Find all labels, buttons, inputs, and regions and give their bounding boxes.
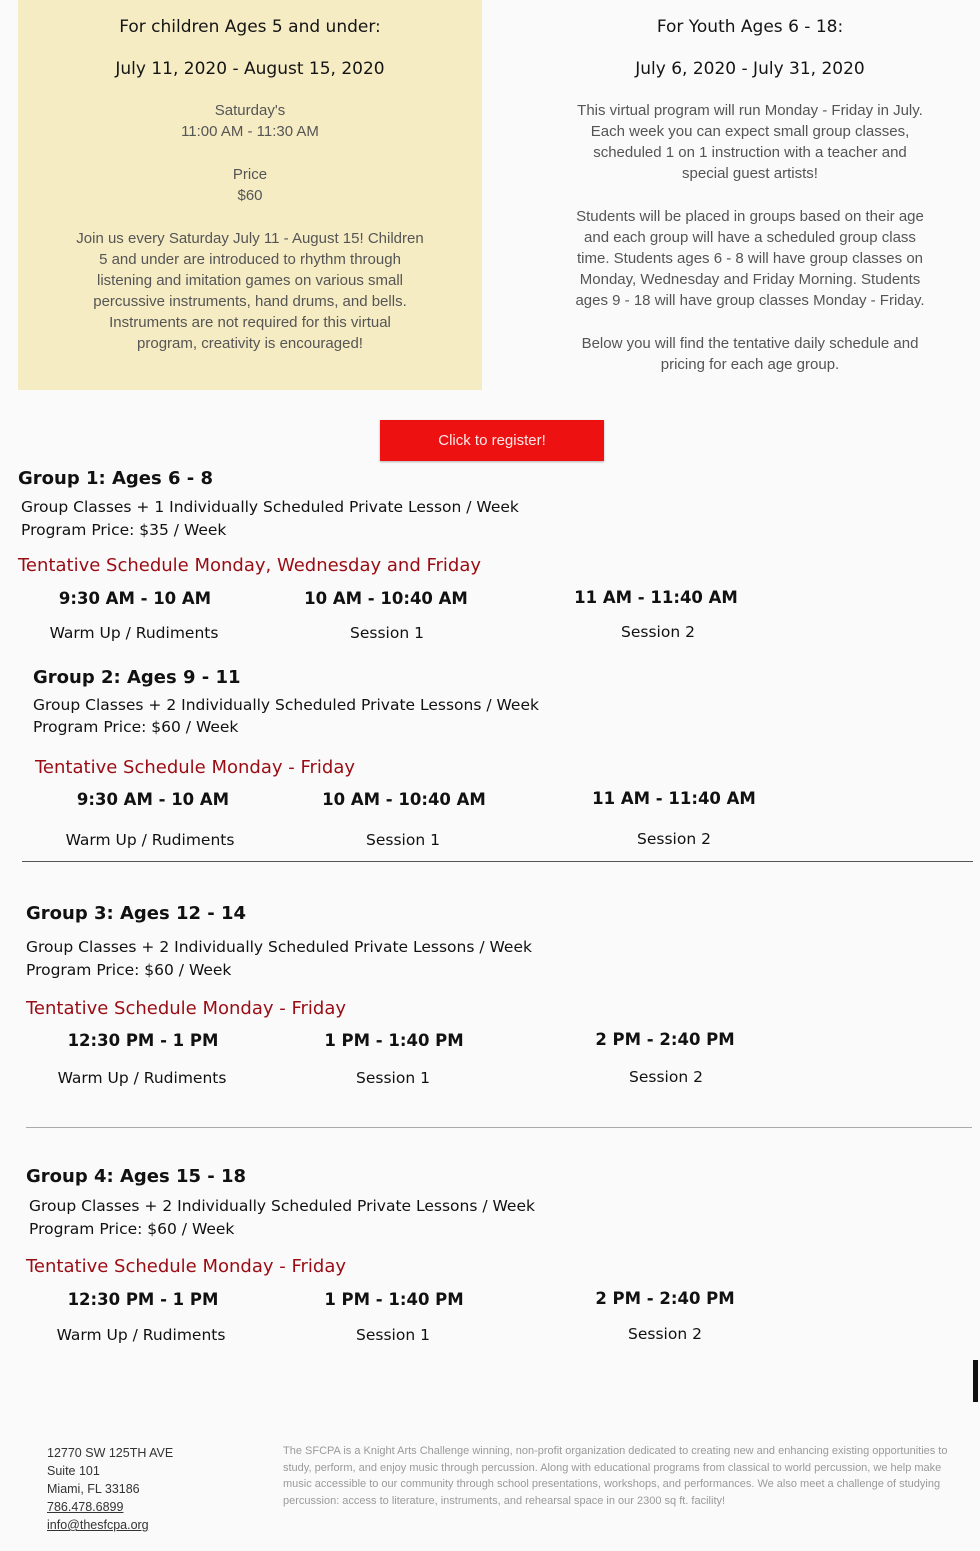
group-3-session-1: Warm Up / Rudiments — [57, 1069, 227, 1087]
group-4-schedule-heading: Tentative Schedule Monday - Friday — [26, 1256, 347, 1277]
footer-address — [47, 1444, 173, 1534]
youth-line: ages 9 - 18 will have group classes Monday - Friday. — [575, 292, 925, 309]
group-1-price: Program Price: $35 / Week — [21, 521, 227, 539]
kids-time: 11:00 AM - 11:30 AM — [181, 123, 319, 140]
kids-price-label: Price — [232, 166, 268, 183]
group-1-title: Group 1: Ages 6 - 8 — [18, 468, 214, 489]
youth-line: Monday, Wednesday and Friday Morning. Students — [579, 271, 921, 288]
group-2-price: Program Price: $60 / Week — [33, 718, 239, 736]
kids-price: $60 — [237, 187, 263, 204]
youth-dates: July 6, 2020 - July 31, 2020 — [635, 59, 865, 79]
group-2-schedule-heading: Tentative Schedule Monday - Friday — [35, 757, 356, 778]
section-divider — [22, 861, 973, 862]
group-4-time-3: 2 PM - 2:40 PM — [595, 1289, 735, 1308]
group-3-time-2: 1 PM - 1:40 PM — [324, 1031, 464, 1050]
group-2-time-2: 10 AM - 10:40 AM — [322, 790, 486, 809]
group-4-classes: Group Classes + 2 Individually Scheduled Private Lessons / Week — [29, 1197, 535, 1215]
group-4-title: Group 4: Ages 15 - 18 — [26, 1166, 247, 1187]
youth-paragraph-1 — [545, 100, 955, 184]
youth-heading: For Youth Ages 6 - 18: — [656, 17, 844, 37]
address-line: Suite 101 — [47, 1464, 100, 1478]
kids-dates: July 11, 2020 - August 15, 2020 — [115, 59, 385, 79]
youth-paragraph-3 — [545, 333, 955, 375]
register-button[interactable]: Click to register! — [380, 420, 604, 461]
group-3-price: Program Price: $60 / Week — [26, 961, 232, 979]
email-link[interactable]: info@thesfcpa.org — [47, 1518, 149, 1532]
youth-paragraph-2 — [545, 206, 955, 311]
kids-desc-line: percussive instruments, hand drums, and bells. — [93, 293, 407, 310]
edge-mark — [973, 1360, 978, 1402]
group-1-time-1: 9:30 AM - 10 AM — [58, 589, 212, 608]
kids-day: Saturday's — [214, 102, 286, 119]
kids-desc-line: listening and imitation games on various small — [97, 272, 403, 289]
group-3-title: Group 3: Ages 12 - 14 — [26, 903, 247, 924]
youth-line: pricing for each age group. — [660, 356, 840, 373]
group-3-schedule-heading: Tentative Schedule Monday - Friday — [26, 998, 347, 1019]
group-4-price: Program Price: $60 / Week — [29, 1220, 235, 1238]
kids-desc-line: Instruments are not required for this virtual — [109, 314, 391, 331]
group-4-session-3: Session 2 — [628, 1325, 702, 1343]
kids-description — [18, 228, 482, 354]
group-3-time-3: 2 PM - 2:40 PM — [595, 1030, 735, 1049]
group-2-time-3: 11 AM - 11:40 AM — [592, 789, 756, 808]
group-1-time-2: 10 AM - 10:40 AM — [304, 589, 468, 608]
group-2-time-1: 9:30 AM - 10 AM — [76, 790, 230, 809]
group-4-session-2: Session 1 — [356, 1326, 430, 1344]
kids-desc-line: 5 and under are introduced to rhythm through — [99, 251, 401, 268]
group-1-session-3: Session 2 — [621, 623, 695, 641]
phone-link[interactable]: 786.478.6899 — [47, 1500, 124, 1514]
kids-desc-line: Join us every Saturday July 11 - August 15! Children — [76, 230, 424, 247]
group-2-title: Group 2: Ages 9 - 11 — [33, 667, 241, 688]
group-2-session-3: Session 2 — [637, 830, 711, 848]
group-1-classes: Group Classes + 1 Individually Scheduled Private Lesson / Week — [21, 498, 519, 516]
kids-heading: For children Ages 5 and under: — [119, 17, 381, 37]
youth-line: special guest artists! — [682, 165, 818, 182]
footer-about-text: The SFCPA is a Knight Arts Challenge winning, non-profit organization dedicated to creating new and enhancing existing opportunities to study, perform, and enjoy music through percussion. Along with educational programs from classical to world percussion, we help make music accessible to our community through school presentations, workshops, and performances. We also meet a challenge of studying percussion: access to literature, instruments, and rehearsal space in our 2300 sq ft. facility! — [283, 1445, 948, 1507]
group-1-session-1: Warm Up / Rudiments — [49, 624, 219, 642]
address-city: Miami, FL 33186 — [47, 1482, 140, 1496]
group-3-session-3: Session 2 — [629, 1068, 703, 1086]
group-3-time-1: 12:30 PM - 1 PM — [67, 1031, 219, 1050]
youth-line: Below you will find the tentative daily schedule and — [581, 335, 919, 352]
group-4-time-2: 1 PM - 1:40 PM — [324, 1290, 464, 1309]
group-4-time-1: 12:30 PM - 1 PM — [67, 1290, 219, 1309]
group-3-session-2: Session 1 — [356, 1069, 430, 1087]
group-1-session-2: Session 1 — [350, 624, 424, 642]
youth-line: and each group will have a scheduled group class — [584, 229, 916, 246]
youth-line: time. Students ages 6 - 8 will have group classes on — [576, 250, 924, 267]
youth-line: Each week you can expect small group classes, — [590, 123, 910, 140]
group-2-session-2: Session 1 — [366, 831, 440, 849]
youth-line: Students will be placed in groups based on their age — [576, 208, 924, 225]
group-2-session-1: Warm Up / Rudiments — [65, 831, 235, 849]
youth-line: scheduled 1 on 1 instruction with a teacher and — [593, 144, 907, 161]
kids-desc-line: program, creativity is encouraged! — [137, 335, 363, 352]
section-divider — [26, 1127, 972, 1128]
group-2-classes: Group Classes + 2 Individually Scheduled Private Lessons / Week — [33, 696, 539, 714]
group-1-time-3: 11 AM - 11:40 AM — [574, 588, 738, 607]
group-1-schedule-heading: Tentative Schedule Monday, Wednesday and Friday — [18, 555, 482, 576]
youth-line: This virtual program will run Monday - Friday in July. — [577, 102, 923, 119]
group-4-session-1: Warm Up / Rudiments — [56, 1326, 226, 1344]
group-3-classes: Group Classes + 2 Individually Scheduled Private Lessons / Week — [26, 938, 532, 956]
address-line: 12770 SW 125TH AVE — [47, 1446, 174, 1460]
